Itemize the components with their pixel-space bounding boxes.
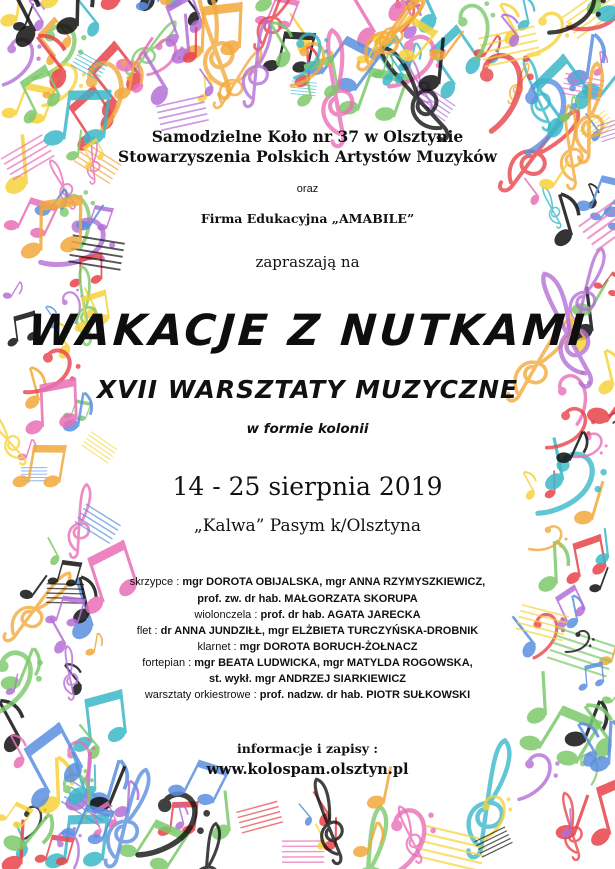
instrument-label: warsztaty orkiestrowe : <box>144 689 260 701</box>
event-title: WAKACJE Z NUTKAMI <box>26 306 589 356</box>
invitation-text: zapraszają na <box>255 253 360 271</box>
instrument-label: klarnet : <box>197 641 240 653</box>
instrument-label: wiolonczela : <box>194 609 261 621</box>
teacher-line <box>0 576 615 588</box>
instrument-label: skrzypce : <box>129 576 183 588</box>
teacher-line <box>0 641 615 653</box>
teacher-line <box>0 673 615 685</box>
teacher-names: st. wykł. mgr ANDRZEJ SIARKIEWICZ <box>208 673 406 685</box>
teacher-line <box>0 657 615 669</box>
teacher-line <box>0 593 615 605</box>
event-subtitle: XVII WARSZTATY MUZYCZNE <box>96 375 519 404</box>
instrument-label: flet : <box>136 625 161 637</box>
event-dates: 14 - 25 sierpnia 2019 <box>172 472 443 501</box>
event-venue: „Kalwa” Pasym k/Olsztyna <box>193 516 422 536</box>
company-name: Firma Edukacyjna „AMABILE” <box>200 211 415 226</box>
conjunction-text: oraz <box>296 183 319 195</box>
teacher-names: mgr DOROTA OBIJALSKA, mgr ANNA RZYMYSZKIEWICZ, <box>182 576 486 588</box>
teacher-names: dr ANNA JUNDZIŁŁ, mgr ELŻBIETA TURCZYŃSKA-DROBNIK <box>160 625 479 637</box>
organizer-line-2: Stowarzyszenia Polskich Artystów Muzyków <box>118 147 497 166</box>
teacher-line <box>0 689 615 701</box>
teacher-names: prof. zw. dr hab. MAŁGORZATA SKORUPA <box>197 593 418 605</box>
teacher-names: mgr DOROTA BORUCH-ŻOŁNACZ <box>239 641 418 653</box>
teacher-line <box>0 609 615 621</box>
instrument-label: fortepian : <box>142 657 195 669</box>
teacher-names: prof. nadzw. dr hab. PIOTR SUŁKOWSKI <box>259 689 471 701</box>
teacher-names: mgr BEATA LUDWICKA, mgr MATYLDA ROGOWSKA, <box>194 657 473 669</box>
event-form: w formie kolonii <box>246 421 369 437</box>
organizer-line-1: Samodzielne Koło nr 37 w Olsztynie <box>151 127 464 146</box>
teacher-names: prof. dr hab. AGATA JARECKA <box>260 609 421 621</box>
teacher-line <box>0 625 615 637</box>
website-link[interactable]: www.kolospam.olsztyn.pl <box>206 761 409 778</box>
info-label: informacje i zapisy : <box>237 741 378 756</box>
